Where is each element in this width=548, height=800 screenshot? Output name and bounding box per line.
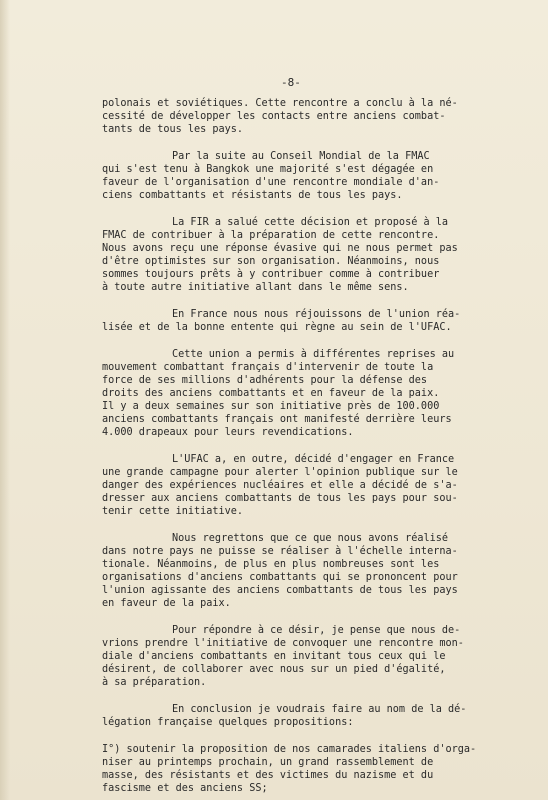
text-line: vrions prendre l'initiative de convoquer une rencontre mon- bbox=[102, 638, 464, 649]
text-line: force de ses millions d'adhérents pour la défense des bbox=[102, 375, 428, 386]
text-line: En France nous nous réjouissons de l'union réa- bbox=[172, 309, 461, 320]
text-line: à toute autre initiative allant dans le même sens. bbox=[102, 282, 409, 293]
text-line: Nous avons reçu une réponse évasive qui ne nous permet pas bbox=[102, 243, 458, 254]
text-line: légation française quelques propositions: bbox=[102, 717, 354, 728]
text-line: une grande campagne pour alerter l'opinion publique sur le bbox=[102, 467, 458, 478]
text-line: Pour répondre à ce désir, je pense que nous de- bbox=[172, 625, 461, 636]
text-line: 4.000 drapeaux pour leurs revendications. bbox=[102, 427, 354, 438]
text-line: qui s'est tenu à Bangkok une majorité s'est dégagée en bbox=[102, 164, 434, 175]
text-line: tenir cette initiative. bbox=[102, 506, 244, 517]
text-line: Cette union a permis à différentes reprises au bbox=[172, 349, 455, 360]
text-line: à sa préparation. bbox=[102, 677, 207, 688]
text-line: désirent, de collaborer avec nous sur un pied d'égalité, bbox=[102, 664, 446, 675]
page-number: -8- bbox=[281, 76, 301, 89]
text-line: mouvement combattant français d'intervenir de toute la bbox=[102, 362, 434, 373]
text-line: Par la suite au Conseil Mondial de la FMAC bbox=[172, 151, 430, 162]
text-line: dans notre pays ne puisse se réaliser à l'échelle interna- bbox=[102, 546, 458, 557]
text-line: fascisme et des anciens SS; bbox=[102, 783, 268, 794]
text-line: l'union agissante des anciens combattants de tous les pays bbox=[102, 585, 458, 596]
text-line: dresser aux anciens combattants de tous les pays pour sou- bbox=[102, 493, 458, 504]
text-line: danger des expériences nucléaires et elle a décidé de s'a- bbox=[102, 480, 458, 491]
text-line: sommes toujours prêts à y contribuer comme à contribuer bbox=[102, 269, 440, 280]
text-line: diale d'anciens combattants en invitant tous ceux qui le bbox=[102, 651, 446, 662]
text-line: masse, des résistants et des victimes du nazisme et du bbox=[102, 770, 434, 781]
text-line: La FIR a salué cette décision et proposé à la bbox=[172, 217, 449, 228]
text-line: niser au printemps prochain, un grand rassemblement de bbox=[102, 757, 434, 768]
text-line: Nous regrettons que ce que nous avons réalisé bbox=[172, 533, 449, 544]
text-line: FMAC de contribuer à la préparation de cette rencontre. bbox=[102, 230, 440, 241]
page-edge-shadow bbox=[0, 0, 10, 800]
text-line: anciens combattants français ont manifesté derrière leurs bbox=[102, 414, 452, 425]
text-line: ciens combattants et résistants de tous les pays. bbox=[102, 190, 403, 201]
text-line: droits des anciens combattants et en faveur de la paix. bbox=[102, 388, 440, 399]
text-line: Il y a deux semaines sur son initiative près de 100.000 bbox=[102, 401, 440, 412]
text-line: lisée et de la bonne entente qui règne au sein de l'UFAC. bbox=[102, 322, 452, 333]
text-line: L'UFAC a, en outre, décidé d'engager en France bbox=[172, 454, 455, 465]
text-line: polonais et soviétiques. Cette rencontre a conclu à la né- bbox=[102, 98, 458, 109]
text-line: tionale. Néanmoins, de plus en plus nombreuses sont les bbox=[102, 559, 440, 570]
text-line: cessité de développer les contacts entre anciens combat- bbox=[102, 111, 446, 122]
text-line: I°) soutenir la proposition de nos camarades italiens d'orga- bbox=[102, 744, 477, 755]
text-line: d'être optimistes sur son organisation. Néanmoins, nous bbox=[102, 256, 440, 267]
text-line: faveur de l'organisation d'une rencontre mondiale d'an- bbox=[102, 177, 440, 188]
text-line: organisations d'anciens combattants qui se prononcent pour bbox=[102, 572, 458, 583]
text-line: tants de tous les pays. bbox=[102, 124, 244, 135]
text-line: En conclusion je voudrais faire au nom de la dé- bbox=[172, 704, 467, 715]
text-line: en faveur de la paix. bbox=[102, 598, 231, 609]
